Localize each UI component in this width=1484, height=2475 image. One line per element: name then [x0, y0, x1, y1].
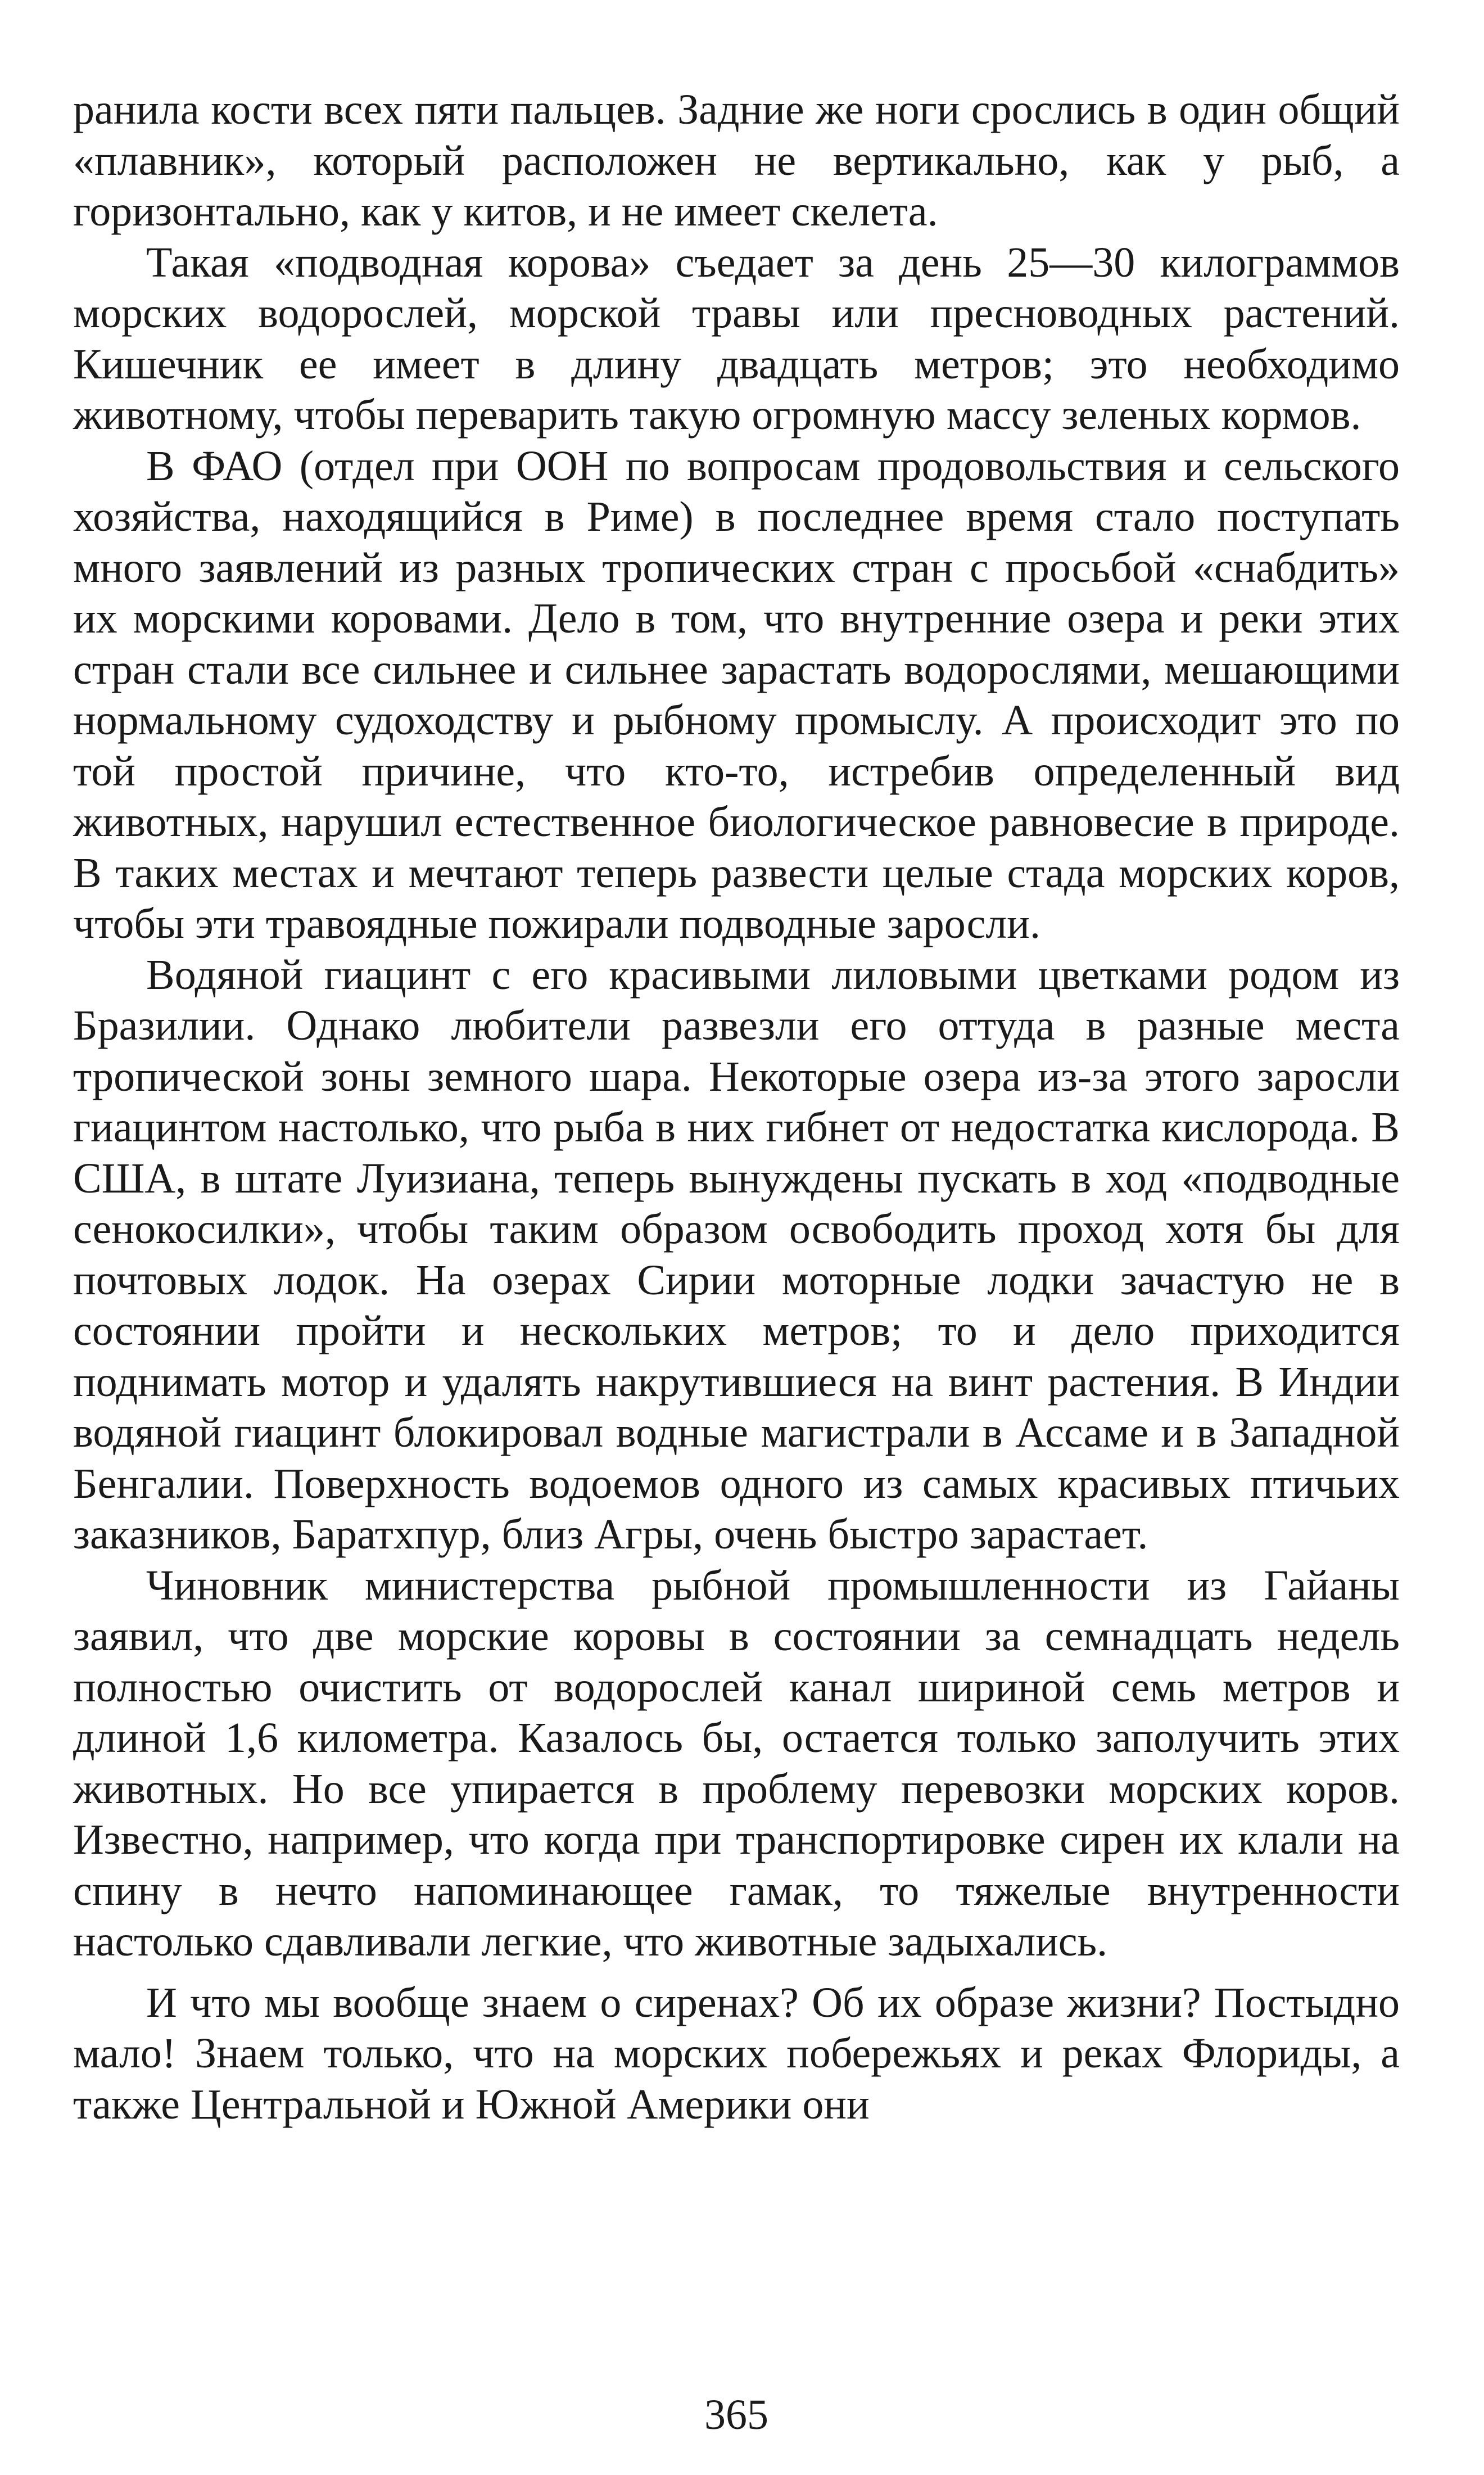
page-number: 365 — [704, 2391, 768, 2438]
paragraph-1: ранила кости всех пяти пальцев. Задние же ноги срослись в один общий «плавник», который расположен не вертикально, как у рыб, а горизонтально, как у китов, и не имеет скелета. — [73, 86, 1400, 235]
paragraph-4: Водяной гиацинт с его красивыми лиловыми цветками родом из Бразилии. Однако любители развезли его оттуда в разные места тропической зоны земного шара. Некоторые озера из-за этого заросли гиацинтом настолько, что рыба в них гибнет от недостатка кислорода. В США, в штате Луизиана, теперь вынуждены пускать в ход «подводные сенокосилки», чтобы таким образом освободить проход хотя бы для почтовых лодок. На озерах Сирии моторные лодки зачастую не в состоянии пройти и нескольких метров; то и дело приходится поднимать мотор и удалять накрутившиеся на винт растения. В Индии водяной гиацинт блокировал водные магистрали в Ассаме и в Западной Бенгалии. Поверхность водоемов одного из самых красивых птичьих заказников, Баратхпур, близ Агры, очень быстро зарастает. — [73, 951, 1400, 1558]
paragraph-2: Такая «подводная корова» съедает за день 25—30 килограммов морских водорослей, морской травы или пресноводных растений. Кишечник ее имеет в длину двадцать метров; это необходимо животному, чтобы переварить такую огромную массу зеленых кормов. — [73, 238, 1400, 439]
paragraph-6: И что мы вообще знаем о сиренах? Об их образе жизни? Постыдно мало! Знаем только, что на морских побережьях и реках Флориды, а также Центральной и Южной Америки они — [73, 1979, 1400, 2128]
text-body — [73, 84, 1400, 2130]
book-page — [73, 84, 1400, 2438]
paragraph-5: Чиновник министерства рыбной промышленности из Гайаны заявил, что две морские коровы в состоянии за семнадцать недель полностью очистить от водорослей канал шириной семь метров и длиной 1,6 километра. Казалось бы, остается только заполучить этих животных. Но все упирается в проблему перевозки морских коров. Известно, например, что когда при транспортировке сирен их клали на спину в нечто напоминающее гамак, то тяжелые внутренности настолько сдавливали легкие, что животные задыхались. — [73, 1561, 1400, 1965]
paragraph-3: В ФАО (отдел при ООН по вопросам продовольствия и сельского хозяйства, находящийся в Риме) в последнее время стало поступать много заявлений из разных тропических стран с просьбой «снабдить» их морскими коровами. Дело в том, что внутренние озера и реки этих стран стали все сильнее и сильнее зарастать водорослями, мешающими нормальному судоходству и рыбному промыслу. А происходит это по той простой причине, что кто-то, истребив определенный вид животных, нарушил естественное биологическое равновесие в природе. В таких местах и мечтают теперь развести целые стада морских коров, чтобы эти травоядные пожирали подводные заросли. — [73, 442, 1400, 947]
